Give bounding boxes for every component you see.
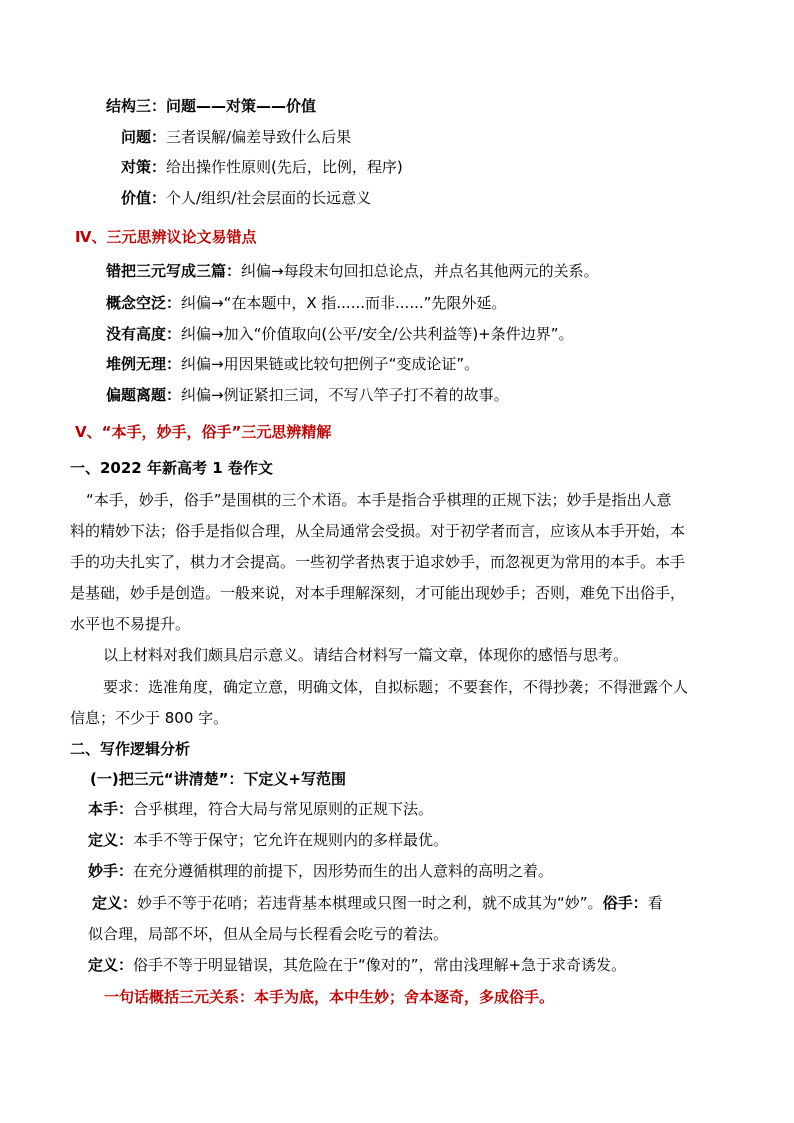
requirement-line: 要求：选准角度，确定立意，明确文体，自拟标题；不要套作，不得抄袭；不得泄露个人	[103, 678, 689, 696]
structure3-row-strategy	[121, 156, 403, 178]
material-line: 手的功夫扎实了，棋力才会提高。一些初学者热衷于追求妙手，而忽视更为常用的本手。本手	[70, 553, 686, 571]
sushou-definition	[88, 954, 626, 976]
structure3-row-value	[121, 187, 371, 209]
error-item	[106, 260, 599, 282]
term-label: 定义：	[92, 894, 138, 912]
miaoshou-line	[88, 860, 553, 882]
sushou-continuation: 似合理，局部不坏，但从全局与长程看会吃亏的着法。	[88, 925, 449, 943]
part2-subheading: (一)把三元“讲清楚”：下定义+写范围	[90, 770, 346, 788]
row-label: 价值：	[121, 189, 167, 207]
requirement-line: 信息；不少于 800 字。	[70, 709, 229, 727]
structure3-title: 结构三：问题——对策——价值	[106, 97, 317, 115]
material-line: 料的精妙下法；俗手是指似合理，从全局通常会受损。对于初学者而言，应该从本手开始，本	[70, 522, 686, 540]
error-item	[106, 384, 509, 406]
material-line: “本手，妙手，俗手”是围棋的三个术语。本手是指合乎棋理的正规下法；妙手是指出人意	[86, 491, 672, 509]
part2-heading: 二、写作逻辑分析	[70, 740, 191, 758]
row-text: 给出操作性原则(先后，比例，程序)	[166, 158, 403, 176]
error-text: 纠偏→“在本题中，X 指......而非......”先限外延。	[181, 294, 507, 312]
row-text: 三者误解/偏差导致什么后果	[166, 128, 352, 146]
row-label: 问题：	[121, 128, 167, 146]
term-text: 俗手不等于明显错误，其危险在于“像对的”，常由浅理解+急于求奇诱发。	[133, 956, 627, 974]
term-text: 看	[647, 894, 663, 912]
structure3-row-problem	[121, 126, 351, 148]
term-label: 定义：	[88, 831, 134, 849]
part1-heading: 一、2022 年新高考 1 卷作文	[70, 459, 273, 477]
prompt-line: 以上材料对我们颇具启示意义。请结合材料写一篇文章，体现你的感悟与思考。	[103, 646, 629, 664]
error-item	[106, 292, 506, 314]
section5-heading: Ⅴ、“本手，妙手，俗手”三元思辨精解	[75, 423, 332, 441]
error-label: 没有高度：	[106, 325, 182, 343]
error-text: 纠偏→例证紧扣三词，不写八竿子打不着的故事。	[181, 386, 509, 404]
benshou-line	[88, 798, 433, 820]
term-text: 妙手不等于花哨；若违背基本棋理或只图一时之利，就不成其为“妙”。	[137, 894, 603, 912]
term-text: 合乎棋理，符合大局与常见原则的正规下法。	[133, 800, 434, 818]
benshou-definition	[88, 829, 448, 851]
error-item	[106, 353, 479, 375]
error-text: 纠偏→每段末句回扣总论点，并点名其他两元的关系。	[241, 262, 599, 280]
section4-heading: Ⅳ、三元思辨议论文易错点	[75, 228, 257, 246]
term-label: 俗手：	[602, 894, 648, 912]
term-text: 在充分遵循棋理的前提下，因形势而生的出人意料的高明之着。	[133, 862, 554, 880]
row-text: 个人/组织/社会层面的长远意义	[166, 189, 372, 207]
error-label: 错把三元写成三篇：	[106, 262, 242, 280]
term-label: 妙手：	[88, 862, 134, 880]
error-label: 偏题离题：	[106, 386, 182, 404]
error-label: 堆例无理：	[106, 355, 182, 373]
material-line: 水平也不易提升。	[70, 615, 191, 633]
error-item	[106, 323, 574, 345]
row-label: 对策：	[121, 158, 167, 176]
miaoshou-definition	[92, 892, 663, 914]
summary-line: 一句话概括三元关系：本手为底，本中生妙；舍本逐奇，多成俗手。	[104, 988, 555, 1006]
term-text: 本手不等于保守；它允许在规则内的多样最优。	[133, 831, 449, 849]
material-line: 是基础，妙手是创造。一般来说，对本手理解深刻，才可能出现妙手；否则，难免下出俗手，	[70, 584, 686, 602]
term-label: 本手：	[88, 800, 134, 818]
error-label: 概念空泛：	[106, 294, 182, 312]
error-text: 纠偏→加入“价值取向(公平/安全/公共利益等)+条件边界”。	[181, 325, 574, 343]
error-text: 纠偏→用因果链或比较句把例子“变成论证”。	[181, 355, 480, 373]
term-label: 定义：	[88, 956, 134, 974]
